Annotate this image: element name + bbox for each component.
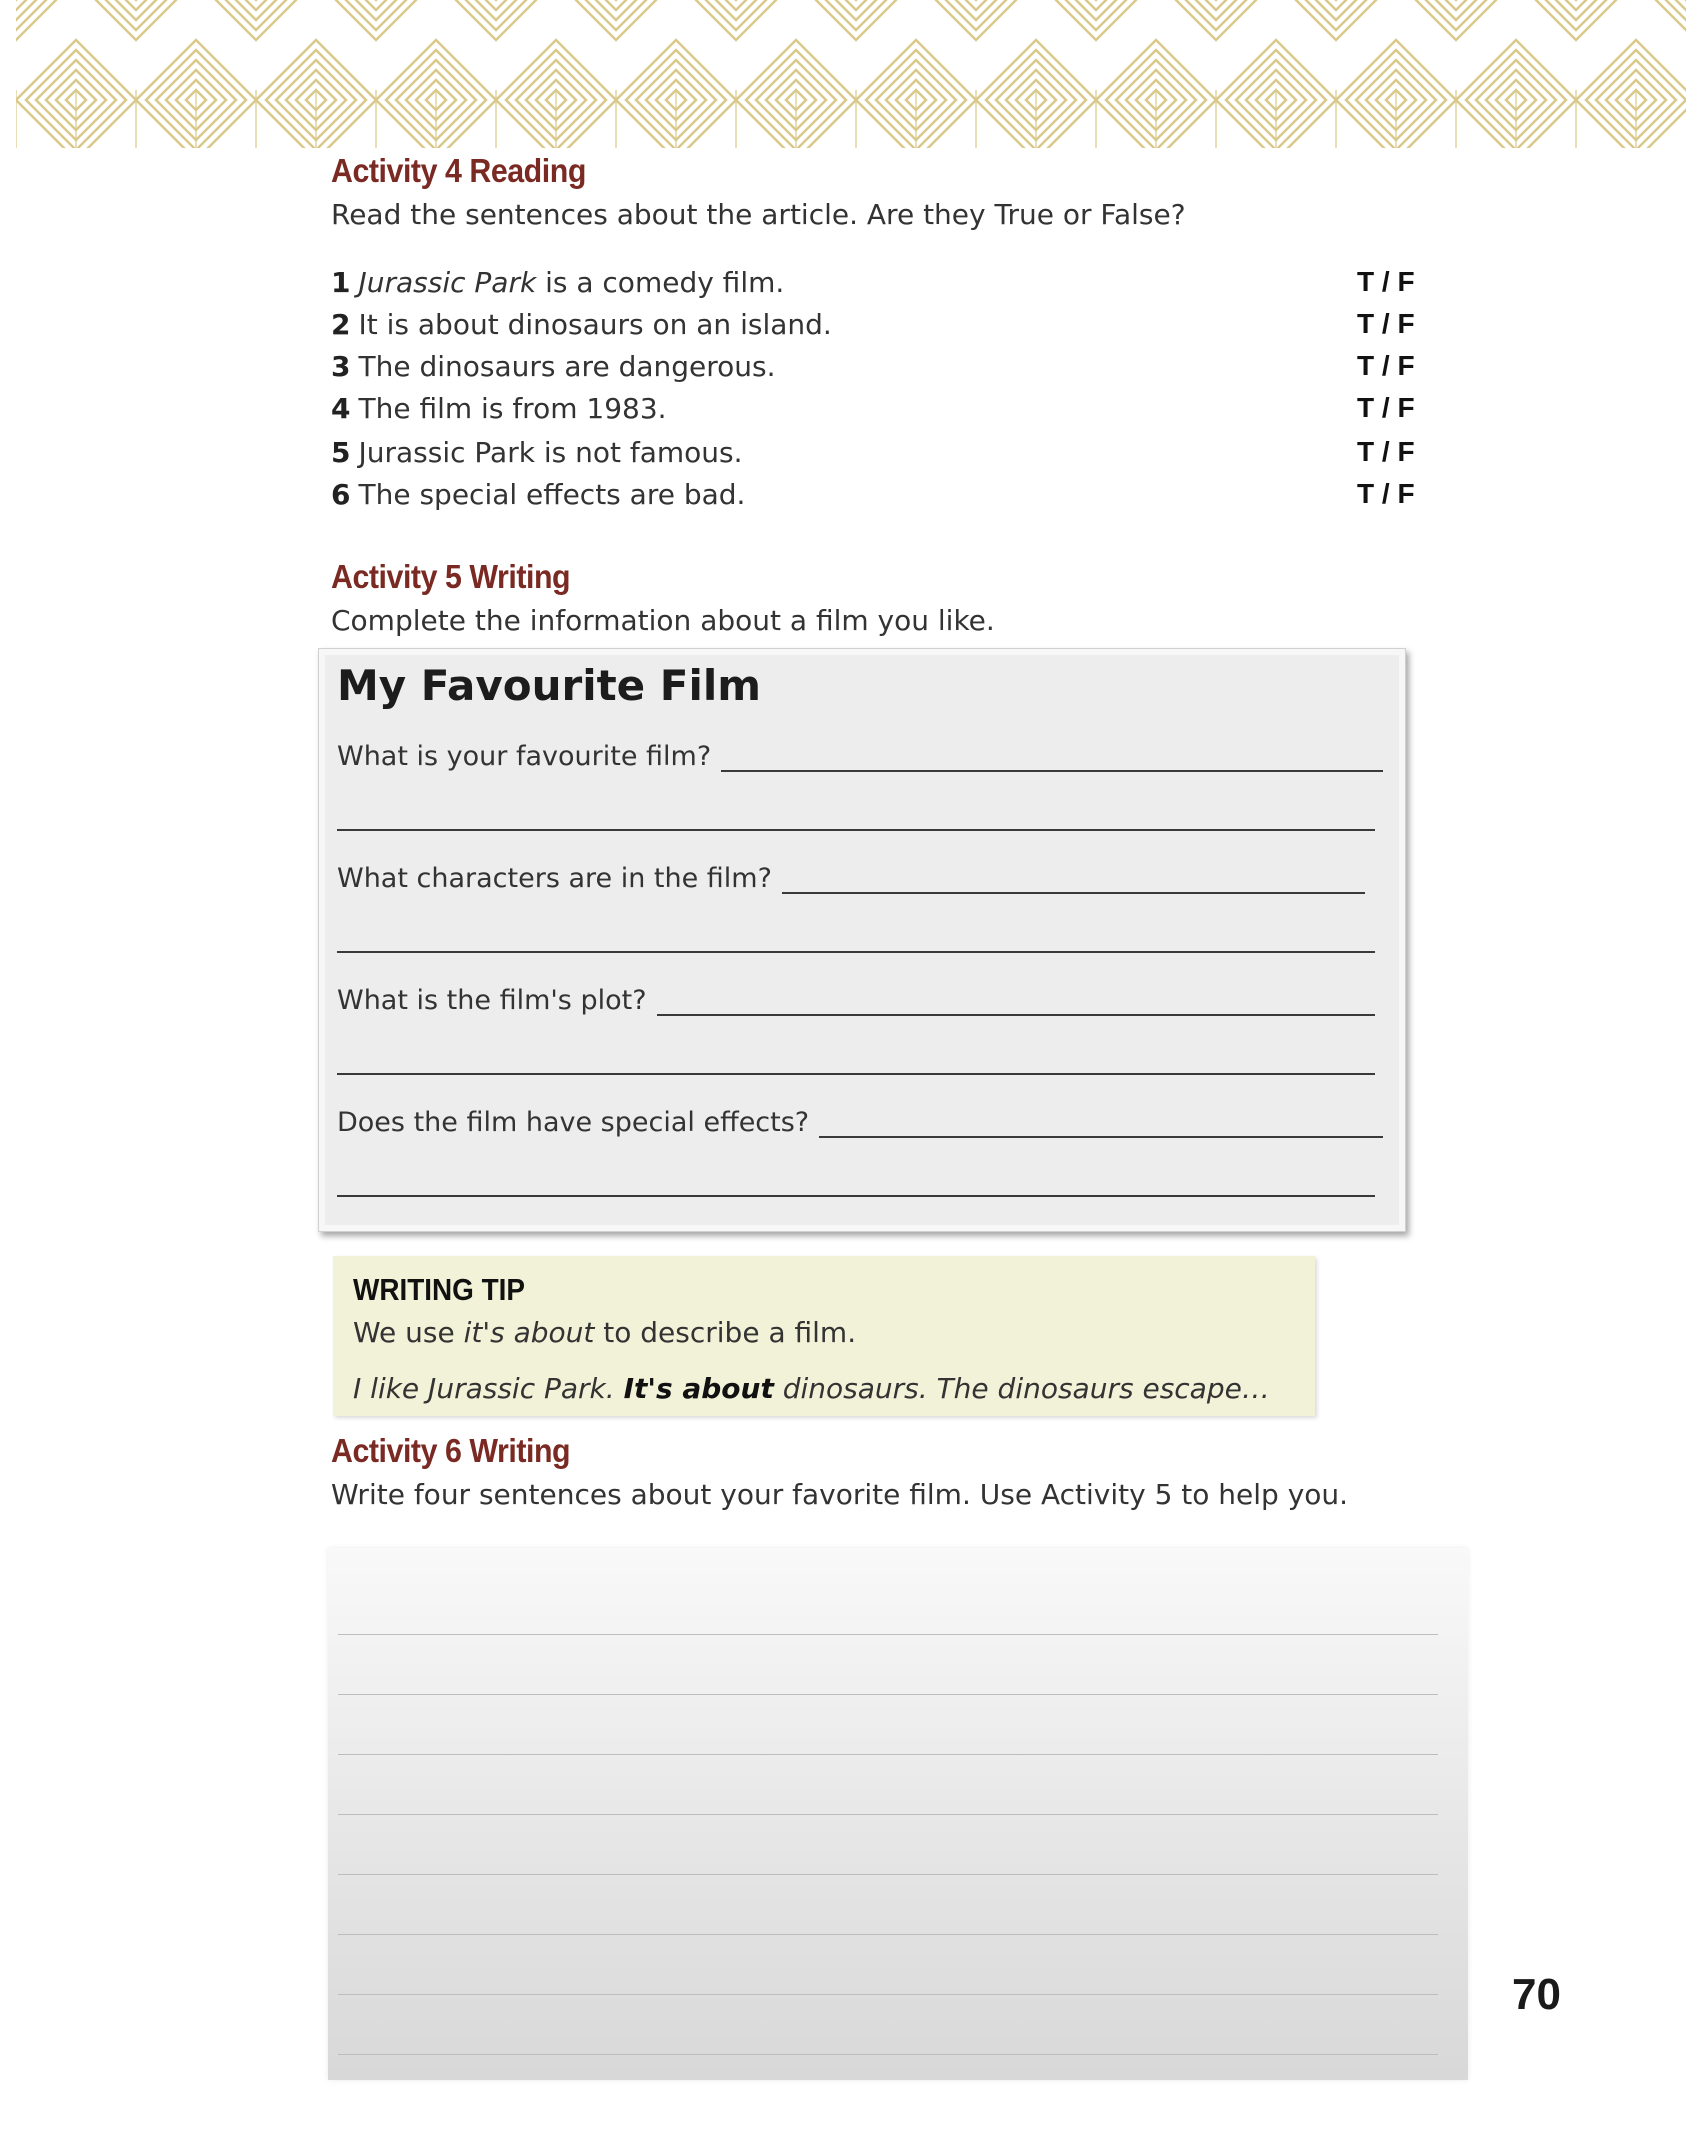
- question-row: [337, 985, 1375, 1016]
- item-text: It is about dinosaurs on an island.: [358, 308, 832, 341]
- tip-text-italic: it's about: [463, 1316, 595, 1349]
- item-number: 4: [331, 392, 351, 425]
- answer-blank[interactable]: [721, 748, 1383, 772]
- question-label: What is your favourite film?: [337, 741, 712, 772]
- tip-title: WRITING TIP: [353, 1272, 526, 1307]
- question-label: Does the film have special effects?: [337, 1107, 810, 1138]
- true-false-choice[interactable]: T / F: [1357, 478, 1415, 509]
- decorative-banner: [16, 0, 1686, 148]
- tf-item: [331, 436, 1421, 478]
- question-row: [337, 1107, 1383, 1138]
- true-false-choice[interactable]: T / F: [1357, 350, 1415, 381]
- item-number: 3: [331, 350, 351, 383]
- writing-line[interactable]: [338, 1814, 1438, 1815]
- writing-line[interactable]: [338, 1754, 1438, 1755]
- answer-line[interactable]: [337, 1195, 1375, 1197]
- tf-item: [331, 478, 1421, 520]
- writing-line[interactable]: [338, 1934, 1438, 1935]
- true-false-choice[interactable]: T / F: [1357, 392, 1415, 423]
- item-text: is a comedy film.: [536, 266, 785, 299]
- page-number: 70: [1512, 1970, 1561, 2019]
- true-false-choice[interactable]: T / F: [1357, 308, 1415, 339]
- question-label: What characters are in the film?: [337, 863, 772, 894]
- activity-4-instruction: Read the sentences about the article. Are they True or False?: [331, 198, 1186, 231]
- tip-example: [353, 1372, 1270, 1405]
- favourite-film-form: [318, 648, 1406, 1232]
- item-text: The film is from 1983.: [358, 392, 667, 425]
- answer-line[interactable]: [337, 829, 1375, 831]
- writing-line[interactable]: [338, 1694, 1438, 1695]
- answer-blank[interactable]: [657, 992, 1375, 1016]
- tf-item: [331, 266, 1421, 308]
- tip-text: [353, 1316, 856, 1349]
- question-label: What is the film's plot?: [337, 985, 647, 1016]
- tip-example-bold: It's about: [623, 1372, 774, 1405]
- tf-item: [331, 350, 1421, 392]
- tip-text-part: We use: [353, 1316, 464, 1349]
- tip-example-part: dinosaurs. The dinosaurs escape…: [773, 1372, 1270, 1405]
- tf-item: [331, 308, 1421, 350]
- activity-5-instruction: Complete the information about a film you like.: [331, 604, 995, 637]
- film-title: Jurassic Park: [358, 266, 537, 299]
- banner-diamond: [1636, 0, 1686, 40]
- writing-line[interactable]: [338, 1994, 1438, 1995]
- item-number: 2: [331, 308, 351, 341]
- answer-blank[interactable]: [782, 870, 1365, 894]
- writing-tip-box: [333, 1256, 1315, 1416]
- true-false-choice[interactable]: T / F: [1357, 436, 1415, 467]
- activity-6-instruction: Write four sentences about your favorite film. Use Activity 5 to help you.: [331, 1478, 1349, 1511]
- activity-4-heading: Activity 4 Reading: [331, 152, 586, 189]
- question-row: [337, 741, 1383, 772]
- writing-area[interactable]: [328, 1548, 1468, 2080]
- item-number: 6: [331, 478, 351, 511]
- answer-line[interactable]: [337, 951, 1375, 953]
- item-text: The dinosaurs are dangerous.: [358, 350, 776, 383]
- item-number: 1: [331, 266, 351, 299]
- tf-item: [331, 392, 1421, 436]
- item-text: Jurassic Park is not famous.: [358, 436, 743, 469]
- item-number: 5: [331, 436, 351, 469]
- tip-example-part: I like Jurassic Park.: [353, 1372, 624, 1405]
- form-title: My Favourite Film: [337, 661, 762, 710]
- activity-5-heading: Activity 5 Writing: [331, 558, 571, 595]
- item-text: The special effects are bad.: [358, 478, 746, 511]
- tip-text-part: to describe a film.: [594, 1316, 857, 1349]
- writing-line[interactable]: [338, 2054, 1438, 2055]
- writing-line[interactable]: [338, 1874, 1438, 1875]
- answer-blank[interactable]: [819, 1114, 1383, 1138]
- activity-6-heading: Activity 6 Writing: [331, 1432, 571, 1469]
- writing-line[interactable]: [338, 1634, 1438, 1635]
- true-false-choice[interactable]: T / F: [1357, 266, 1415, 297]
- true-false-list: [331, 266, 1421, 520]
- question-row: [337, 863, 1365, 894]
- answer-line[interactable]: [337, 1073, 1375, 1075]
